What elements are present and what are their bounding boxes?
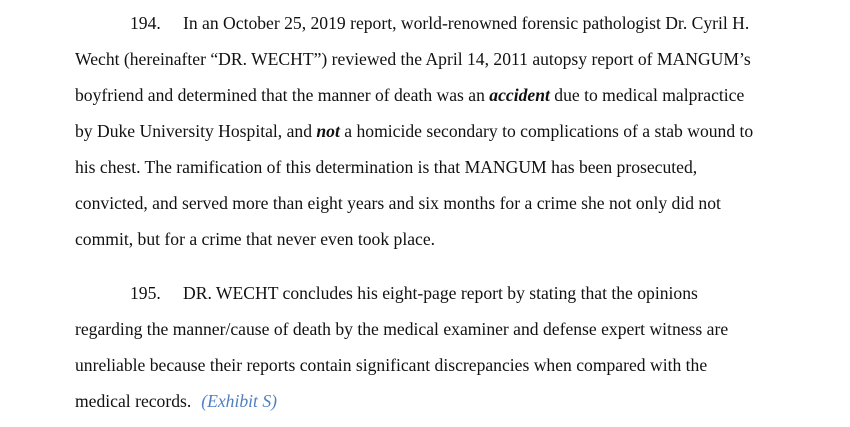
paragraph-line: his chest. The ramification of this determination is that MANGUM has been prosecuted, [75,157,698,177]
paragraph-line: Wecht (hereinafter “DR. WECHT”) reviewed the April 14, 2011 autopsy report of MANGUM’s [75,49,751,69]
line-text: DR. WECHT concludes his eight-page report by stating that the opinions [183,283,698,303]
emphasized-word: accident [489,85,550,105]
line-text: boyfriend and determined that the manner of death was an [75,85,490,105]
line-text: due to medical malpractice [549,85,745,105]
paragraph-number: 194. [130,13,161,33]
paragraph-line [75,390,277,412]
line-text: medical records. [75,391,192,411]
paragraph-number: 195. [130,283,161,303]
line-text: In an October 25, 2019 report, world-renowned forensic pathologist Dr. Cyril H. [183,13,750,33]
emphasized-word: not [316,121,340,141]
line-text: a homicide secondary to complications of a stab wound to [339,121,754,141]
paragraph-line [75,84,744,106]
paragraph-line [130,282,698,304]
exhibit-reference[interactable]: (Exhibit S) [201,391,277,411]
paragraph-line: convicted, and served more than eight years and six months for a crime she not only did not [75,193,721,213]
paragraph-line: unreliable because their reports contain significant discrepancies when compared with the [75,355,708,375]
paragraph-line: commit, but for a crime that never even took place. [75,229,436,249]
paragraph-line: regarding the manner/cause of death by the medical examiner and defense expert witness are [75,319,729,339]
paragraph-line [75,120,753,142]
paragraph-line [130,12,749,34]
line-text: by Duke University Hospital, and [75,121,317,141]
